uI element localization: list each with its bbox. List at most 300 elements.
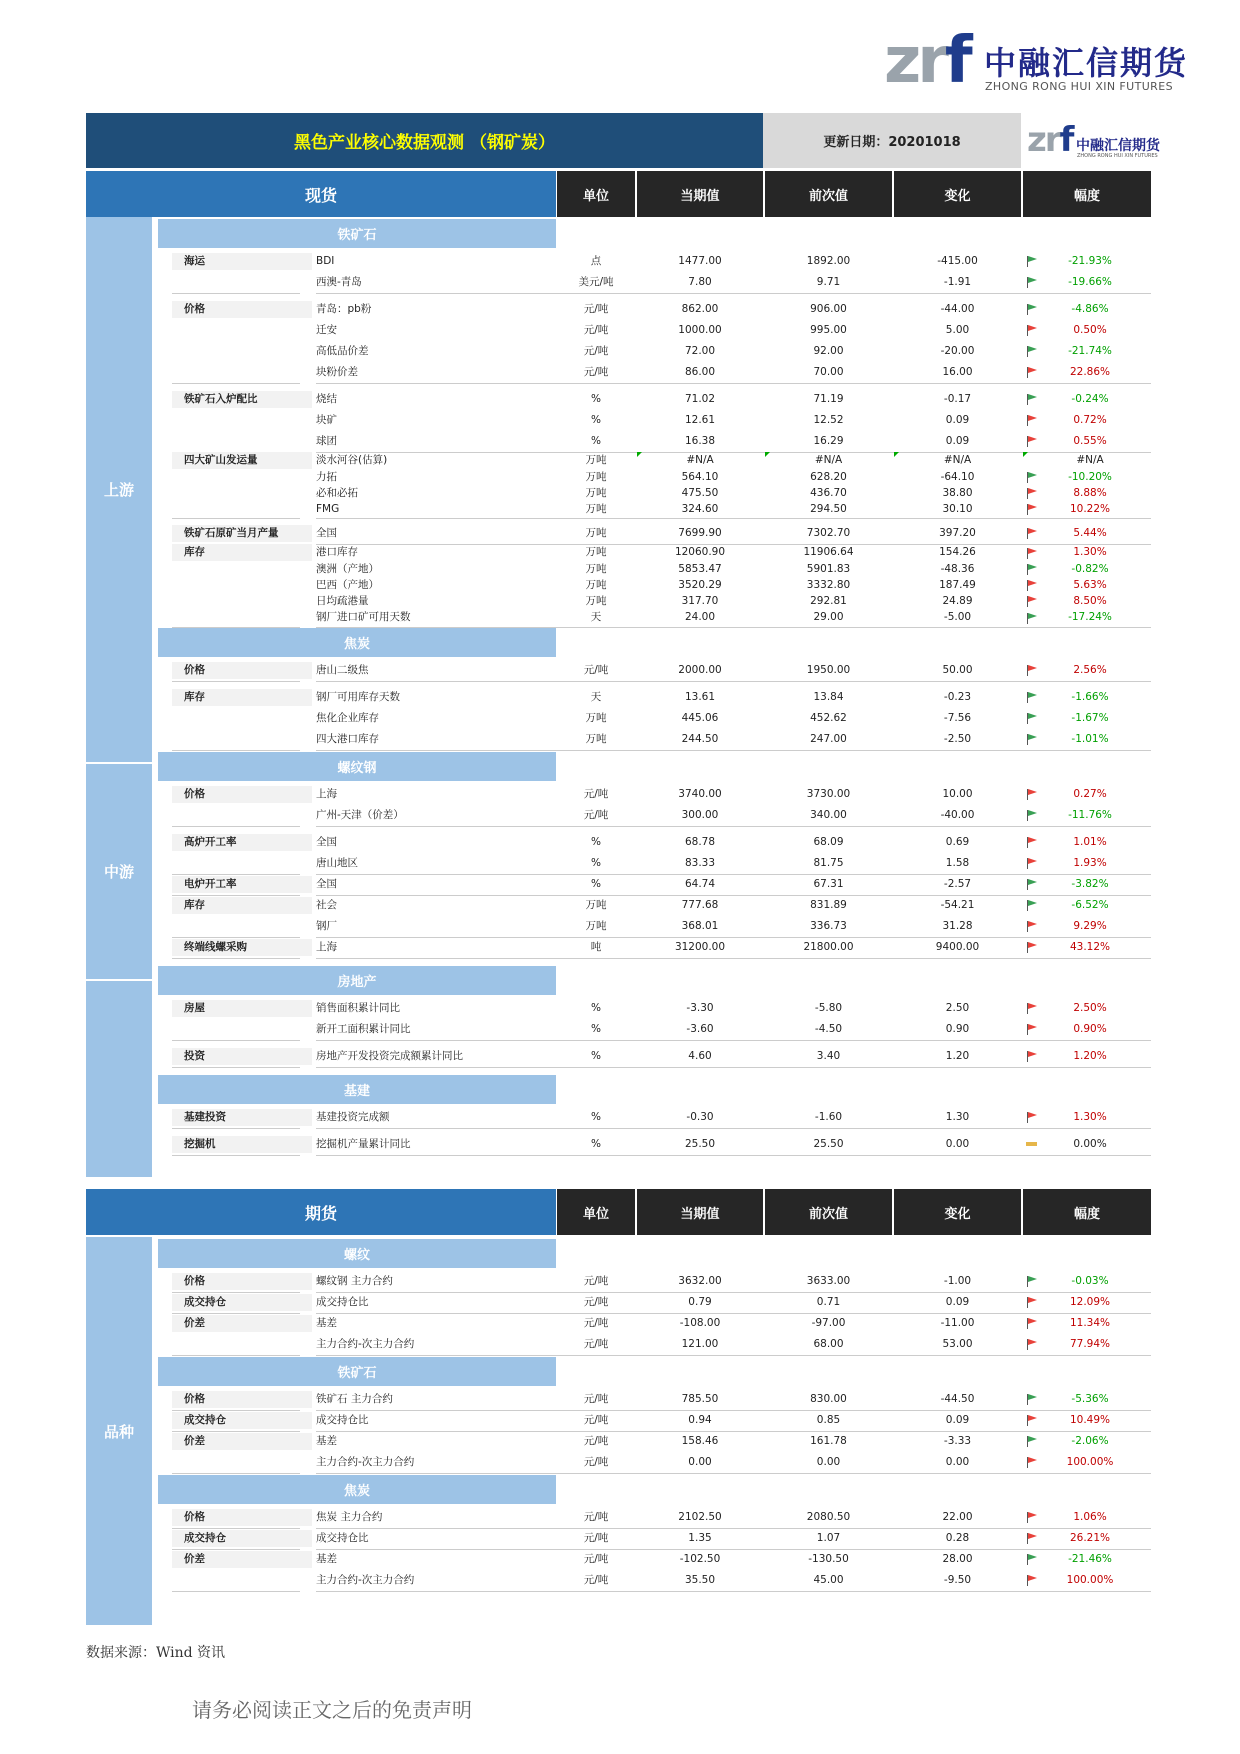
green-flag-icon bbox=[1026, 255, 1038, 267]
spot-row-current: #N/A bbox=[686, 454, 714, 466]
spot-row-item: 澳洲（产地） bbox=[316, 563, 379, 575]
futures-row-unit: 元/吨 bbox=[583, 1414, 609, 1426]
futures-row-current: -102.50 bbox=[679, 1553, 721, 1565]
futures-row-previous: 3633.00 bbox=[806, 1275, 851, 1287]
spot-row-category: 终端线螺采购 bbox=[172, 939, 312, 956]
spot-row-current: 324.60 bbox=[681, 503, 719, 515]
futures-row-previous: 45.00 bbox=[813, 1574, 844, 1586]
spot-table-row bbox=[0, 320, 1240, 340]
spot-row-category: 高炉开工率 bbox=[172, 834, 312, 851]
spot-row-category: 四大矿山发运量 bbox=[172, 452, 312, 469]
futures-row-unit: 元/吨 bbox=[583, 1296, 609, 1308]
spot-row-pct: 43.12% bbox=[1069, 941, 1111, 953]
red-flag-icon bbox=[1026, 788, 1038, 800]
spot-row-change: -5.00 bbox=[943, 611, 972, 623]
spot-row-divider bbox=[172, 826, 300, 827]
spot-row-previous: 13.84 bbox=[813, 691, 844, 703]
spot-row-pct: 9.29% bbox=[1073, 920, 1107, 932]
spot-row-unit: 美元/吨 bbox=[578, 276, 614, 288]
spot-row-category: 价格 bbox=[172, 786, 312, 803]
futures-row-item: 主力合约-次主力合约 bbox=[316, 1574, 415, 1586]
futures-row-current: 785.50 bbox=[681, 1393, 719, 1405]
spot-row-current: 12060.90 bbox=[674, 546, 726, 558]
spot-row-unit: % bbox=[591, 836, 601, 848]
spot-table-row bbox=[0, 784, 1240, 804]
col-header-previous: 前次值 bbox=[765, 171, 892, 217]
col-header-unit-futures: 单位 bbox=[557, 1189, 635, 1235]
spot-row-category: 电炉开工率 bbox=[172, 876, 312, 893]
spot-table-row bbox=[0, 1046, 1240, 1066]
futures-row-category: 价差 bbox=[172, 1315, 312, 1332]
futures-table-row bbox=[0, 1570, 1240, 1590]
futures-row-change: -11.00 bbox=[940, 1317, 975, 1329]
spot-row-pct: 5.63% bbox=[1073, 579, 1107, 591]
green-flag-icon bbox=[1026, 1275, 1038, 1287]
spot-row-change: 2.50 bbox=[945, 1002, 970, 1014]
futures-row-unit: 元/吨 bbox=[583, 1511, 609, 1523]
spot-row-divider bbox=[316, 1155, 1151, 1156]
futures-row-previous: -130.50 bbox=[808, 1553, 849, 1565]
spot-table-row bbox=[0, 410, 1240, 430]
side-label-midstream: 中游 bbox=[86, 764, 152, 979]
spot-row-change: 31.28 bbox=[942, 920, 973, 932]
spot-row-current: 564.10 bbox=[681, 471, 719, 483]
spot-row-unit: 万吨 bbox=[585, 471, 607, 483]
spot-row-pct: 1.93% bbox=[1073, 857, 1107, 869]
futures-row-unit: 元/吨 bbox=[583, 1317, 609, 1329]
spot-row-current: 1477.00 bbox=[678, 255, 722, 267]
spot-row-divider bbox=[316, 518, 1151, 519]
spot-row-pct: 1.30% bbox=[1073, 546, 1107, 558]
spot-section-header: 现货 bbox=[86, 171, 556, 217]
spot-table-row bbox=[0, 832, 1240, 852]
green-flag-icon bbox=[1026, 1393, 1038, 1405]
futures-row-category: 价差 bbox=[172, 1551, 312, 1568]
futures-row-item: 基差 bbox=[316, 1317, 337, 1329]
spot-row-current: 68.78 bbox=[684, 836, 716, 848]
spot-table-row bbox=[0, 708, 1240, 728]
futures-row-previous: 161.78 bbox=[810, 1435, 847, 1447]
spot-row-item: 广州-天津（价差） bbox=[316, 809, 404, 821]
futures-row-pct: 26.21% bbox=[1069, 1532, 1111, 1544]
green-flag-icon bbox=[1026, 733, 1038, 745]
spot-row-item: 社会 bbox=[316, 899, 337, 911]
spot-table-row bbox=[0, 523, 1240, 543]
spot-row-item: 力拓 bbox=[316, 471, 337, 483]
futures-row-previous: 0.71 bbox=[816, 1296, 841, 1308]
spot-row-previous: 247.00 bbox=[810, 733, 847, 745]
spot-row-pct: -1.66% bbox=[1071, 691, 1109, 703]
spot-row-item: 全国 bbox=[316, 527, 337, 539]
spot-row-pct: 10.22% bbox=[1069, 503, 1111, 515]
red-flag-icon bbox=[1026, 1511, 1038, 1523]
spot-row-pct: #N/A bbox=[1076, 454, 1104, 466]
spot-table-row bbox=[0, 299, 1240, 319]
spot-row-pct: -6.52% bbox=[1071, 899, 1109, 911]
spot-row-current: 2000.00 bbox=[678, 664, 722, 676]
spot-row-previous: 12.52 bbox=[813, 414, 844, 426]
spot-row-pct: -21.93% bbox=[1068, 255, 1112, 267]
spot-row-previous: 340.00 bbox=[810, 809, 847, 821]
spot-row-pct: 8.88% bbox=[1073, 487, 1107, 499]
futures-row-current: 0.94 bbox=[688, 1414, 712, 1426]
spot-row-change: #N/A bbox=[943, 454, 972, 466]
spot-row-previous: #N/A bbox=[814, 454, 843, 466]
spot-row-previous: 831.89 bbox=[810, 899, 847, 911]
futures-row-change: -9.50 bbox=[943, 1574, 972, 1586]
spot-row-pct: 5.44% bbox=[1073, 527, 1107, 539]
red-flag-icon bbox=[1026, 324, 1038, 336]
spot-row-previous: 11906.64 bbox=[803, 546, 854, 558]
futures-row-category: 成交持仓 bbox=[172, 1294, 312, 1311]
futures-row-unit: 元/吨 bbox=[583, 1393, 609, 1405]
spot-row-change: 10.00 bbox=[942, 788, 973, 800]
futures-row-current: 0.00 bbox=[688, 1456, 712, 1468]
spot-row-category: 铁矿石原矿当月产量 bbox=[172, 525, 312, 542]
futures-row-category: 价格 bbox=[172, 1509, 312, 1526]
spot-table-row bbox=[0, 874, 1240, 894]
spot-row-previous: 336.73 bbox=[810, 920, 847, 932]
spot-row-category: 库存 bbox=[172, 689, 312, 706]
spot-table-row bbox=[0, 660, 1240, 680]
spot-row-previous: -5.80 bbox=[814, 1002, 843, 1014]
futures-row-pct: -2.06% bbox=[1071, 1435, 1109, 1447]
spot-row-pct: 0.27% bbox=[1073, 788, 1107, 800]
spot-row-category: 铁矿石入炉配比 bbox=[172, 391, 312, 408]
futures-table-row bbox=[0, 1271, 1240, 1291]
futures-row-unit: 元/吨 bbox=[583, 1275, 609, 1287]
spot-table-row bbox=[0, 469, 1240, 485]
spot-row-unit: 元/吨 bbox=[583, 303, 609, 315]
spot-table-row bbox=[0, 431, 1240, 451]
spot-row-unit: 点 bbox=[590, 255, 602, 267]
green-flag-icon bbox=[1026, 471, 1038, 483]
spot-table-row bbox=[0, 805, 1240, 825]
spot-row-unit: 万吨 bbox=[585, 503, 607, 515]
futures-row-previous: 0.85 bbox=[816, 1414, 841, 1426]
spot-row-divider bbox=[172, 1155, 300, 1156]
futures-row-item: 基差 bbox=[316, 1435, 337, 1447]
futures-row-change: 28.00 bbox=[942, 1553, 973, 1565]
data-source: 数据来源：Wind 资讯 bbox=[86, 1645, 226, 1661]
futures-row-divider bbox=[172, 1355, 300, 1356]
red-flag-icon bbox=[1026, 503, 1038, 515]
spot-row-unit: % bbox=[591, 1111, 601, 1123]
spot-row-unit: % bbox=[591, 1050, 601, 1062]
futures-row-current: 2102.50 bbox=[678, 1511, 722, 1523]
red-flag-icon bbox=[1026, 836, 1038, 848]
spot-row-unit: 万吨 bbox=[585, 579, 607, 591]
spot-row-unit: % bbox=[591, 878, 601, 890]
futures-row-change: -3.33 bbox=[943, 1435, 972, 1447]
spot-row-change: -1.91 bbox=[943, 276, 972, 288]
futures-row-unit: 元/吨 bbox=[583, 1456, 609, 1468]
spot-row-current: 777.68 bbox=[681, 899, 719, 911]
futures-row-unit: 元/吨 bbox=[583, 1553, 609, 1565]
col-header-unit: 单位 bbox=[557, 171, 635, 217]
col-header-pct: 幅度 bbox=[1023, 171, 1151, 217]
spot-row-divider bbox=[172, 1128, 300, 1129]
spot-row-item: 钢厂 bbox=[316, 920, 337, 932]
spot-row-change: 187.49 bbox=[939, 579, 976, 591]
spot-row-current: 12.61 bbox=[684, 414, 716, 426]
spot-row-pct: 22.86% bbox=[1069, 366, 1111, 378]
spot-row-unit: 万吨 bbox=[585, 920, 607, 932]
red-flag-icon bbox=[1026, 920, 1038, 932]
spot-table-row bbox=[0, 485, 1240, 501]
spot-row-current: 3740.00 bbox=[678, 788, 722, 800]
spot-row-unit: 万吨 bbox=[585, 563, 607, 575]
spot-table-row bbox=[0, 501, 1240, 517]
spot-row-item: 高低品价差 bbox=[316, 345, 369, 357]
spot-row-divider bbox=[316, 1040, 1151, 1041]
spot-row-change: -2.57 bbox=[943, 878, 972, 890]
futures-row-current: 1.35 bbox=[688, 1532, 712, 1544]
spot-row-unit: % bbox=[591, 857, 601, 869]
spot-row-pct: 1.30% bbox=[1073, 1111, 1107, 1123]
spot-row-previous: 3332.80 bbox=[806, 579, 851, 591]
spot-row-divider bbox=[316, 1067, 1151, 1068]
error-indicator-icon bbox=[637, 452, 642, 457]
spot-subsection-header: 螺纹钢 bbox=[158, 752, 556, 781]
spot-row-item: 唐山地区 bbox=[316, 857, 358, 869]
spot-row-pct: 0.90% bbox=[1073, 1023, 1107, 1035]
red-flag-icon bbox=[1026, 1050, 1038, 1062]
spot-row-item: 块粉价差 bbox=[316, 366, 358, 378]
spot-row-change: 397.20 bbox=[939, 527, 976, 539]
futures-row-pct: 10.49% bbox=[1069, 1414, 1111, 1426]
red-flag-icon bbox=[1026, 1296, 1038, 1308]
spot-row-item: 迁安 bbox=[316, 324, 337, 336]
spot-row-category: 价格 bbox=[172, 301, 312, 318]
spot-row-previous: 628.20 bbox=[810, 471, 847, 483]
futures-row-item: 焦炭 主力合约 bbox=[316, 1511, 383, 1523]
spot-row-pct: 0.50% bbox=[1073, 324, 1107, 336]
small-logo: zrf 中融汇信期货 ZHONG RONG HUI XIN FUTURES bbox=[1027, 120, 1160, 160]
futures-row-pct: -0.03% bbox=[1071, 1275, 1109, 1287]
spot-row-unit: 万吨 bbox=[585, 546, 607, 558]
spot-table-row bbox=[0, 729, 1240, 749]
futures-row-previous: 830.00 bbox=[810, 1393, 847, 1405]
spot-row-previous: 1950.00 bbox=[806, 664, 851, 676]
red-flag-icon bbox=[1026, 366, 1038, 378]
futures-subsection-header: 焦炭 bbox=[158, 1475, 556, 1504]
futures-row-current: -108.00 bbox=[679, 1317, 721, 1329]
spot-row-pct: -3.82% bbox=[1071, 878, 1109, 890]
spot-row-current: 24.00 bbox=[684, 611, 716, 623]
red-flag-icon bbox=[1026, 664, 1038, 676]
spot-row-pct: 2.50% bbox=[1073, 1002, 1107, 1014]
spot-row-divider bbox=[316, 1128, 1151, 1129]
spot-row-unit: % bbox=[591, 435, 601, 447]
spot-row-item: 全国 bbox=[316, 836, 337, 848]
futures-row-unit: 元/吨 bbox=[583, 1435, 609, 1447]
spot-row-pct: -1.01% bbox=[1071, 733, 1109, 745]
futures-table-row bbox=[0, 1313, 1240, 1333]
spot-subsection-header: 焦炭 bbox=[158, 628, 556, 657]
red-flag-icon bbox=[1026, 1023, 1038, 1035]
futures-table-row bbox=[0, 1549, 1240, 1569]
futures-row-category: 价格 bbox=[172, 1273, 312, 1290]
red-flag-icon bbox=[1026, 941, 1038, 953]
spot-table-row bbox=[0, 452, 1240, 469]
spot-row-previous: 81.75 bbox=[813, 857, 844, 869]
spot-row-current: 300.00 bbox=[681, 809, 719, 821]
futures-row-current: 158.46 bbox=[681, 1435, 719, 1447]
futures-row-pct: 100.00% bbox=[1066, 1574, 1114, 1586]
logo-mark: zrf bbox=[884, 24, 969, 98]
spot-row-category: 价格 bbox=[172, 662, 312, 679]
company-logo bbox=[884, 24, 1189, 98]
spot-row-divider bbox=[316, 750, 1151, 751]
green-flag-icon bbox=[1026, 878, 1038, 890]
spot-table-row bbox=[0, 251, 1240, 271]
spot-table-row bbox=[0, 1134, 1240, 1154]
spot-row-divider bbox=[316, 826, 1151, 827]
col-header-pct-futures: 幅度 bbox=[1023, 1189, 1151, 1235]
spot-row-divider bbox=[316, 293, 1151, 294]
spot-row-item: BDI bbox=[316, 255, 335, 267]
spot-row-previous: 67.31 bbox=[813, 878, 844, 890]
logo-english-name: ZHONG RONG HUI XIN FUTURES bbox=[985, 80, 1173, 93]
futures-row-divider bbox=[172, 1591, 300, 1592]
red-flag-icon bbox=[1026, 435, 1038, 447]
spot-row-previous: 452.62 bbox=[810, 712, 847, 724]
spot-row-current: 1000.00 bbox=[678, 324, 722, 336]
futures-row-unit: 元/吨 bbox=[583, 1574, 609, 1586]
spot-row-previous: 70.00 bbox=[813, 366, 844, 378]
spot-row-item: 淡水河谷(估算) bbox=[316, 454, 388, 466]
spot-row-category: 基建投资 bbox=[172, 1109, 312, 1126]
spot-row-previous: 68.09 bbox=[813, 836, 844, 848]
spot-row-change: -415.00 bbox=[937, 255, 978, 267]
red-flag-icon bbox=[1026, 579, 1038, 591]
futures-row-current: 3632.00 bbox=[678, 1275, 722, 1287]
spot-row-previous: 9.71 bbox=[816, 276, 841, 288]
spot-row-pct: 1.20% bbox=[1073, 1050, 1107, 1062]
spot-row-item: 必和必拓 bbox=[316, 487, 358, 499]
spot-row-divider bbox=[172, 681, 300, 682]
spot-row-item: 四大港口库存 bbox=[316, 733, 379, 745]
spot-row-change: -0.17 bbox=[943, 393, 972, 405]
spot-table-row bbox=[0, 687, 1240, 707]
spot-row-unit: % bbox=[591, 1138, 601, 1150]
spot-row-current: 5853.47 bbox=[678, 563, 722, 575]
spot-row-change: 50.00 bbox=[942, 664, 973, 676]
red-flag-icon bbox=[1026, 527, 1038, 539]
spot-row-item: 唐山二级焦 bbox=[316, 664, 369, 676]
flat-bar-icon bbox=[1026, 1138, 1038, 1150]
spot-row-change: 5.00 bbox=[945, 324, 970, 336]
spot-row-current: 7.80 bbox=[688, 276, 712, 288]
futures-subsection-header: 螺纹 bbox=[158, 1239, 556, 1268]
spot-row-current: 244.50 bbox=[681, 733, 719, 745]
futures-row-previous: 68.00 bbox=[813, 1338, 844, 1350]
spot-row-pct: -19.66% bbox=[1068, 276, 1112, 288]
error-indicator-icon bbox=[765, 452, 770, 457]
futures-row-divider bbox=[172, 1473, 300, 1474]
futures-table-row bbox=[0, 1507, 1240, 1527]
spot-row-item: 全国 bbox=[316, 878, 337, 890]
spot-row-item: 上海 bbox=[316, 788, 337, 800]
futures-row-pct: -5.36% bbox=[1071, 1393, 1109, 1405]
spot-row-pct: 0.55% bbox=[1073, 435, 1107, 447]
futures-row-current: 35.50 bbox=[684, 1574, 716, 1586]
futures-table-row bbox=[0, 1528, 1240, 1548]
spot-row-current: 25.50 bbox=[684, 1138, 716, 1150]
spot-row-pct: -0.24% bbox=[1071, 393, 1109, 405]
spot-subsection-header: 铁矿石 bbox=[158, 219, 556, 248]
spot-row-pct: -21.74% bbox=[1068, 345, 1112, 357]
spot-row-unit: % bbox=[591, 1023, 601, 1035]
futures-row-divider bbox=[316, 1355, 1151, 1356]
red-flag-icon bbox=[1026, 595, 1038, 607]
spot-row-previous: 1892.00 bbox=[806, 255, 851, 267]
futures-table-row bbox=[0, 1431, 1240, 1451]
futures-row-current: 121.00 bbox=[681, 1338, 719, 1350]
green-flag-icon bbox=[1026, 393, 1038, 405]
spot-row-change: -2.50 bbox=[943, 733, 972, 745]
spot-row-change: 0.00 bbox=[945, 1138, 970, 1150]
spot-row-item: 钢厂进口矿可用天数 bbox=[316, 611, 411, 623]
spot-table-row bbox=[0, 577, 1240, 593]
spot-row-item: 焦化企业库存 bbox=[316, 712, 379, 724]
report-title: 黑色产业核心数据观测 （钢矿炭） bbox=[86, 113, 763, 168]
futures-table-row bbox=[0, 1452, 1240, 1472]
spot-row-unit: 万吨 bbox=[585, 527, 607, 539]
update-date: 更新日期：20201018 bbox=[763, 113, 1021, 168]
spot-table-row bbox=[0, 544, 1240, 561]
spot-row-current: 31200.00 bbox=[674, 941, 726, 953]
spot-row-current: 4.60 bbox=[688, 1050, 712, 1062]
spot-row-item: 挖掘机产量累计同比 bbox=[316, 1138, 411, 1150]
green-flag-icon bbox=[1026, 809, 1038, 821]
spot-row-change: 0.09 bbox=[945, 414, 970, 426]
spot-row-current: 83.33 bbox=[684, 857, 716, 869]
spot-table-row bbox=[0, 998, 1240, 1018]
spot-row-unit: 元/吨 bbox=[583, 345, 609, 357]
spot-row-unit: 元/吨 bbox=[583, 809, 609, 821]
spot-row-change: 38.80 bbox=[942, 487, 973, 499]
spot-row-current: 64.74 bbox=[684, 878, 716, 890]
futures-row-pct: -21.46% bbox=[1068, 1553, 1112, 1565]
col-header-current-futures: 当期值 bbox=[637, 1189, 763, 1235]
spot-row-change: -20.00 bbox=[940, 345, 975, 357]
spot-row-divider bbox=[172, 750, 300, 751]
futures-row-change: 22.00 bbox=[942, 1511, 973, 1523]
red-flag-icon bbox=[1026, 1317, 1038, 1329]
futures-row-item: 成交持仓比 bbox=[316, 1414, 369, 1426]
spot-table-row bbox=[0, 609, 1240, 626]
spot-row-pct: -17.24% bbox=[1068, 611, 1112, 623]
spot-row-previous: 29.00 bbox=[813, 611, 844, 623]
spot-row-item: 块矿 bbox=[316, 414, 337, 426]
spot-row-current: 445.06 bbox=[681, 712, 719, 724]
red-flag-icon bbox=[1026, 1414, 1038, 1426]
spot-row-item: 房地产开发投资完成额累计同比 bbox=[316, 1050, 463, 1062]
spot-row-change: 0.90 bbox=[945, 1023, 970, 1035]
spot-row-divider bbox=[316, 681, 1151, 682]
spot-row-unit: % bbox=[591, 414, 601, 426]
red-flag-icon bbox=[1026, 1111, 1038, 1123]
spot-table-row bbox=[0, 593, 1240, 609]
futures-row-item: 成交持仓比 bbox=[316, 1532, 369, 1544]
spot-row-current: 862.00 bbox=[681, 303, 719, 315]
spot-row-previous: 71.19 bbox=[813, 393, 844, 405]
spot-row-change: -0.23 bbox=[943, 691, 972, 703]
spot-row-change: -44.00 bbox=[940, 303, 975, 315]
col-header-change-futures: 变化 bbox=[894, 1189, 1021, 1235]
